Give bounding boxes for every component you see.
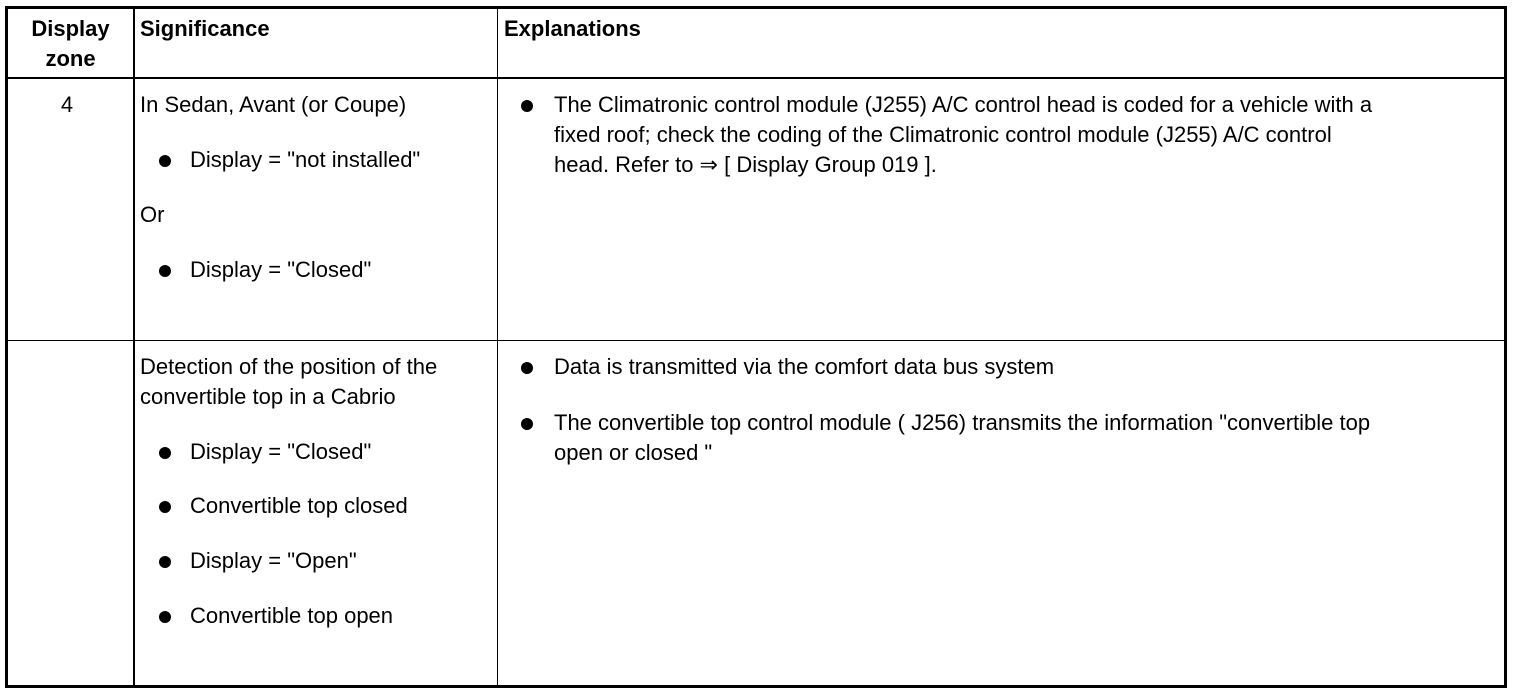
row1-explanation-line: fixed roof; check the coding of the Climatronic control module (J255) A/C control: [554, 122, 1332, 147]
row2-significance-intro-line: Detection of the position of the: [140, 354, 438, 379]
data-table: [5, 6, 1507, 688]
bullet-icon: [521, 418, 533, 430]
row1-display-zone: 4: [60, 92, 74, 117]
row-divider: [8, 340, 1504, 341]
bullet-icon: [159, 556, 171, 568]
row2-explanations: [504, 352, 1504, 468]
row1-significance-bullet: [140, 145, 495, 175]
header-divider: [8, 77, 1504, 79]
row2-significance-bullet-text: Convertible top open: [190, 603, 394, 628]
bullet-icon: [521, 362, 533, 374]
row2-significance-intro-line: convertible top in a Cabrio: [140, 384, 396, 409]
bullet-icon: [159, 265, 171, 277]
header-display-zone: [8, 14, 133, 74]
row2-explanation-line: Data is transmitted via the comfort data bus system: [554, 354, 1055, 379]
header-display-zone-line2: zone: [45, 46, 96, 71]
row1-significance-bullet-text: Display = "not installed": [190, 147, 421, 172]
row2-significance-bullet: [140, 546, 495, 576]
row1-explanation-line: The Climatronic control module (J255) A/C control head is coded for a vehicle with a: [554, 92, 1373, 117]
row1-significance-bullet-text: Display = "Closed": [190, 257, 372, 282]
row2-explanation-line: open or closed ": [554, 440, 713, 465]
bullet-icon: [159, 447, 171, 459]
row2-significance-bullet-text: Display = "Closed": [190, 439, 372, 464]
row2-significance-bullet: [140, 491, 495, 521]
row2-explanation-line: The convertible top control module ( J256) transmits the information "convertible top: [554, 410, 1371, 435]
row1-explanations: [504, 90, 1504, 180]
column-divider: [133, 9, 135, 685]
row1-significance-bullet: [140, 255, 495, 285]
bullet-icon: [521, 100, 533, 112]
row2-significance: [140, 352, 495, 631]
row1-significance-intro: In Sedan, Avant (or Coupe): [140, 92, 407, 117]
row1-significance: [140, 90, 495, 285]
bullet-icon: [159, 611, 171, 623]
bullet-icon: [159, 155, 171, 167]
display-group-019-link[interactable]: [ Display Group 019 ]: [724, 152, 931, 177]
row1-significance-or: Or: [140, 202, 165, 227]
row1-explanation-period: .: [930, 152, 937, 177]
row1-explanation-refer-text: head. Refer to ⇒: [554, 152, 725, 177]
row2-explanation-bullet: [504, 408, 1504, 468]
bullet-icon: [159, 501, 171, 513]
header-display-zone-line1: Display: [31, 16, 110, 41]
header-explanations: Explanations: [504, 16, 641, 41]
row2-explanation-bullet: [504, 352, 1504, 382]
header-significance: Significance: [140, 16, 270, 41]
column-divider: [497, 9, 498, 685]
row2-significance-bullet: [140, 437, 495, 467]
row2-significance-bullet-text: Display = "Open": [190, 548, 357, 573]
row2-significance-bullet-text: Convertible top closed: [190, 493, 408, 518]
row1-explanation-bullet: [504, 90, 1504, 180]
row2-significance-bullet: [140, 601, 495, 631]
row1-explanation-line: [554, 150, 1504, 180]
